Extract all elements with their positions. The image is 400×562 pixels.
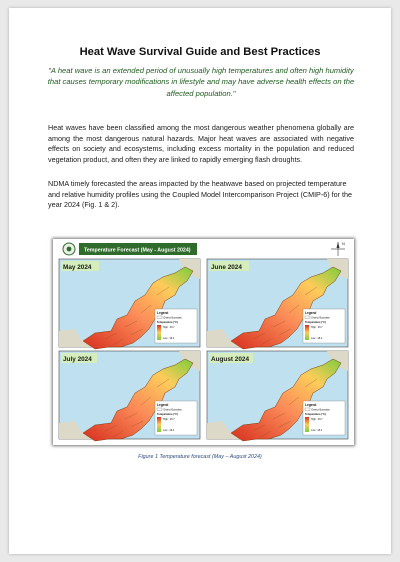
forecast-maps (53, 239, 354, 445)
map-june-legend (303, 309, 345, 343)
svg-text:District Boundary: District Boundary (163, 408, 182, 412)
definition-quote: "A heat wave is an extended period of unusually high temperatures and often high humidity that causes temporary modifications in lifestyle and may have adverse health effects on the affected population." (47, 66, 355, 98)
map-june-2024 (207, 259, 348, 349)
map-june-label: June 2024 (211, 264, 242, 271)
svg-text:High : 49.7: High : 49.7 (311, 418, 323, 421)
map-july-label: July 2024 (63, 356, 92, 363)
ndma-logo (63, 243, 75, 255)
svg-text:Temperature (°C): Temperature (°C) (157, 413, 178, 416)
svg-text:Temperature (°C): Temperature (°C) (157, 321, 178, 324)
svg-text:District Boundary: District Boundary (163, 316, 182, 320)
document-page (9, 8, 391, 554)
intro-paragraph: Heat waves have been classified among the most dangerous weather phenomena globally are among the most dangerous natural hazards. Major heat waves are associated with negative effects on society and ecosystems, including excess mortality in the population and reduced vegetation product, and often they are linked to rapidly emerging flash droughts. (48, 123, 354, 164)
figure-caption: Figure 1 Temperature forecast (May – August 2024) (138, 454, 262, 460)
svg-text:Legend: Legend (305, 311, 317, 315)
compass-north-label: N (342, 241, 345, 246)
map-august-2024 (207, 351, 348, 441)
svg-text:High : 49.7: High : 49.7 (163, 326, 175, 329)
map-may-2024 (59, 259, 200, 349)
svg-text:High : 49.7: High : 49.7 (311, 326, 323, 329)
temperature-forecast-figure (53, 239, 354, 445)
svg-text:District Boundary: District Boundary (311, 408, 330, 412)
map-may-label: May 2024 (63, 264, 92, 271)
map-may-legend (155, 309, 197, 343)
svg-text:District Boundary: District Boundary (311, 316, 330, 320)
svg-text:Low : 18.2: Low : 18.2 (311, 337, 323, 340)
svg-text:Temperature (°C): Temperature (°C) (305, 321, 326, 324)
map-august-legend (303, 401, 345, 435)
svg-text:Temperature (°C): Temperature (°C) (305, 413, 326, 416)
svg-text:Low : 18.2: Low : 18.2 (311, 429, 323, 432)
svg-text:Low : 18.2: Low : 18.2 (163, 337, 175, 340)
map-july-legend (155, 401, 197, 435)
ndma-paragraph: NDMA timely forecasted the areas impacted by the heatwave based on projected temperature and relative humidity profiles using the Coupled Model Intercomparison Project (CMIP-6) for the year 2024 (Fig. 1 & 2). (48, 179, 353, 210)
map-july-2024 (59, 351, 200, 441)
page-title: Heat Wave Survival Guide and Best Practices (79, 46, 321, 58)
map-august-label: August 2024 (211, 356, 250, 363)
svg-text:Legend: Legend (157, 403, 169, 407)
compass-icon (331, 241, 345, 256)
svg-text:Low : 18.2: Low : 18.2 (163, 429, 175, 432)
svg-text:Legend: Legend (305, 403, 317, 407)
figure-banner-text: Temperature Forecast (May - August 2024) (84, 247, 191, 254)
svg-text:High : 49.7: High : 49.7 (163, 418, 175, 421)
svg-text:Legend: Legend (157, 311, 169, 315)
